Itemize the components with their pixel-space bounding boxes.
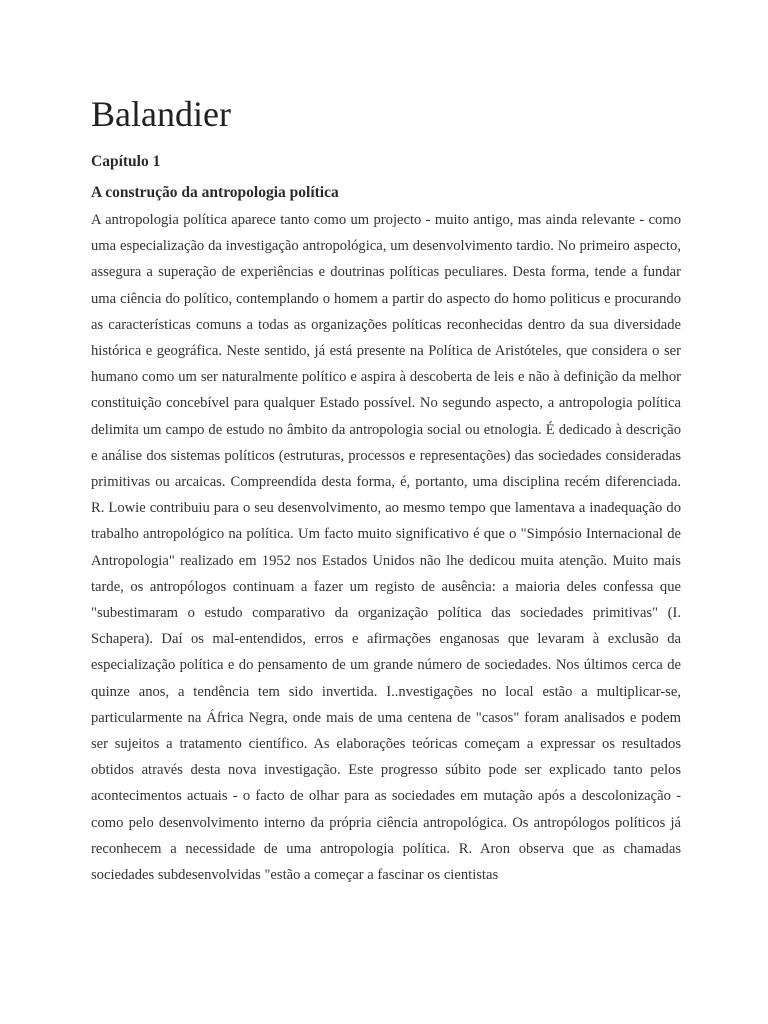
- chapter-heading: Capítulo 1: [91, 153, 161, 170]
- document-page: [91, 92, 681, 888]
- section-heading: A construção da antropologia política: [91, 184, 339, 201]
- document-title: Balandier: [91, 94, 231, 134]
- body-paragraph: A antropologia política aparece tanto como um projecto - muito antigo, mas ainda relevante - como uma especialização da investigação antropológica, um desenvolvimento tardio. No primeiro aspecto, assegura a superação de experiências e doutrinas políticas peculiares. Desta forma, tende a fundar uma ciência do político, contemplando o homem a partir do aspecto do homo politicus e procurando as características comuns a todas as organizações políticas reconhecidas dentro da sua diversidade histórica e geográfica. Neste sentido, já está presente na Política de Aristóteles, que considera o ser humano como um ser naturalmente político e aspira à descoberta de leis e não à definição da melhor constituição concebível para qualquer Estado possível. No segundo aspecto, a antropologia política delimita um campo de estudo no âmbito da antropologia social ou etnologia. É dedicado à descrição e análise dos sistemas políticos (estruturas, processos e representações) das sociedades consideradas primitivas ou arcaicas. Compreendida desta forma, é, portanto, uma disciplina recém diferenciada. R. Lowie contribuiu para o seu desenvolvimento, ao mesmo tempo que lamentava a inadequação do trabalho antropológico na política. Um facto muito significativo é que o "Simpósio Internacional de Antropologia" realizado em 1952 nos Estados Unidos não lhe dedicou muita atenção. Muito mais tarde, os antropólogos continuam a fazer um registo de ausência: a maioria deles confessa que "subestimaram o estudo comparativo da organização política das sociedades primitivas" (I. Schapera). Daí os mal-entendidos, erros e afirmações enganosas que levaram à exclusão da especialização política e do pensamento de um grande número de sociedades. Nos últimos cerca de quinze anos, a tendência tem sido invertida. I..nvestigações no local estão a multiplicar-se, particularmente na África Negra, onde mais de uma centena de "casos" foram analisados e podem ser sujeitos a tratamento científico. As elaborações teóricas começam a expressar os resultados obtidos através desta nova investigação. Este progresso súbito pode ser explicado tanto pelos acontecimentos actuais - o facto de olhar para as sociedades em mutação após a descolonização - como pelo desenvolvimento interno da própria ciência antropológica. Os antropólogos políticos já reconhecem a necessidade de uma antropologia política. R. Aron observa que as chamadas sociedades subdesenvolvidas "estão a começar a fascinar os cientistas: [91, 212, 681, 884]
